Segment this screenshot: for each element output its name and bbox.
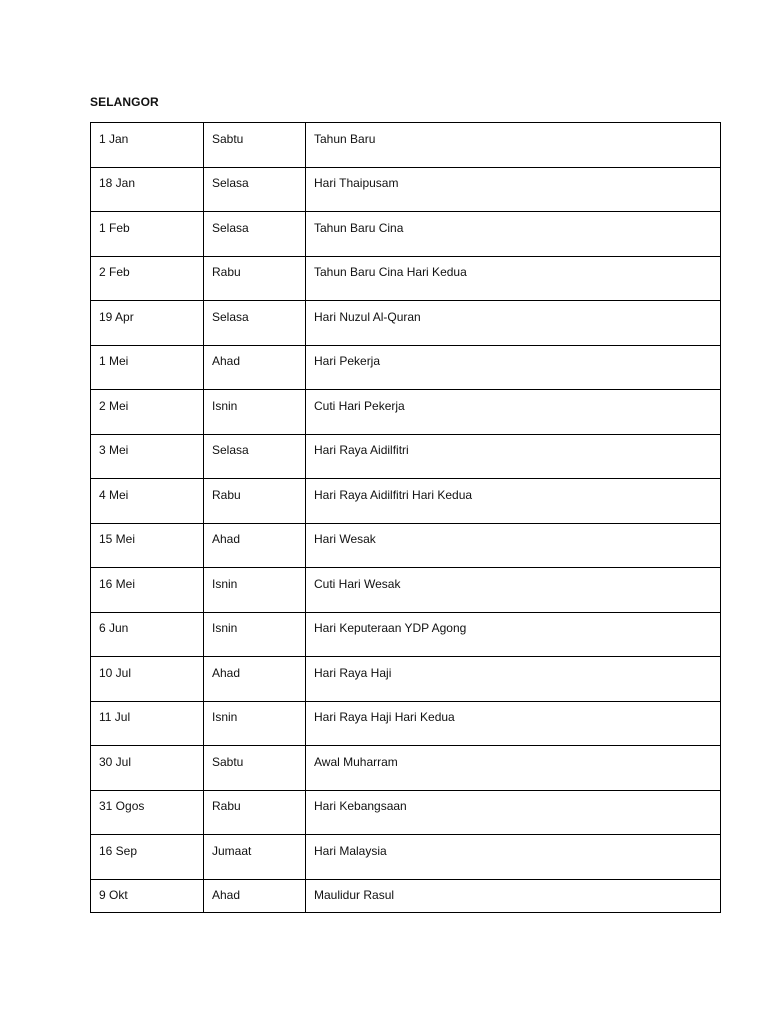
table-row bbox=[91, 390, 721, 435]
day-cell: Rabu bbox=[204, 256, 306, 301]
date-cell: 9 Okt bbox=[91, 879, 204, 912]
date-cell: 18 Jan bbox=[91, 167, 204, 212]
holiday-cell: Hari Raya Haji bbox=[306, 657, 721, 702]
holiday-cell: Hari Pekerja bbox=[306, 345, 721, 390]
table-row bbox=[91, 612, 721, 657]
day-cell: Sabtu bbox=[204, 746, 306, 791]
date-cell: 2 Mei bbox=[91, 390, 204, 435]
date-cell: 1 Jan bbox=[91, 123, 204, 168]
date-cell: 31 Ogos bbox=[91, 790, 204, 835]
date-cell: 15 Mei bbox=[91, 523, 204, 568]
holiday-cell: Hari Keputeraan YDP Agong bbox=[306, 612, 721, 657]
table-row bbox=[91, 879, 721, 912]
table-row bbox=[91, 256, 721, 301]
date-cell: 1 Mei bbox=[91, 345, 204, 390]
holiday-cell: Hari Thaipusam bbox=[306, 167, 721, 212]
day-cell: Ahad bbox=[204, 657, 306, 702]
date-cell: 16 Sep bbox=[91, 835, 204, 880]
day-cell: Selasa bbox=[204, 434, 306, 479]
date-cell: 6 Jun bbox=[91, 612, 204, 657]
holiday-cell: Tahun Baru bbox=[306, 123, 721, 168]
holiday-cell: Hari Nuzul Al-Quran bbox=[306, 301, 721, 346]
holiday-table-body bbox=[91, 123, 721, 913]
holiday-cell: Hari Raya Aidilfitri Hari Kedua bbox=[306, 479, 721, 524]
table-row bbox=[91, 790, 721, 835]
day-cell: Ahad bbox=[204, 523, 306, 568]
day-cell: Ahad bbox=[204, 345, 306, 390]
holiday-cell: Hari Wesak bbox=[306, 523, 721, 568]
table-row bbox=[91, 835, 721, 880]
day-cell: Isnin bbox=[204, 568, 306, 613]
table-row bbox=[91, 434, 721, 479]
table-row bbox=[91, 123, 721, 168]
date-cell: 11 Jul bbox=[91, 701, 204, 746]
table-row bbox=[91, 301, 721, 346]
table-row bbox=[91, 345, 721, 390]
date-cell: 16 Mei bbox=[91, 568, 204, 613]
day-cell: Selasa bbox=[204, 212, 306, 257]
date-cell: 19 Apr bbox=[91, 301, 204, 346]
table-row bbox=[91, 479, 721, 524]
day-cell: Rabu bbox=[204, 479, 306, 524]
date-cell: 1 Feb bbox=[91, 212, 204, 257]
date-cell: 4 Mei bbox=[91, 479, 204, 524]
holiday-cell: Cuti Hari Wesak bbox=[306, 568, 721, 613]
day-cell: Rabu bbox=[204, 790, 306, 835]
day-cell: Selasa bbox=[204, 167, 306, 212]
day-cell: Jumaat bbox=[204, 835, 306, 880]
day-cell: Isnin bbox=[204, 612, 306, 657]
table-row bbox=[91, 523, 721, 568]
holiday-cell: Hari Raya Aidilfitri bbox=[306, 434, 721, 479]
table-row bbox=[91, 746, 721, 791]
table-row bbox=[91, 568, 721, 613]
holiday-cell: Hari Raya Haji Hari Kedua bbox=[306, 701, 721, 746]
holiday-cell: Tahun Baru Cina bbox=[306, 212, 721, 257]
day-cell: Sabtu bbox=[204, 123, 306, 168]
date-cell: 2 Feb bbox=[91, 256, 204, 301]
day-cell: Isnin bbox=[204, 390, 306, 435]
holiday-cell: Maulidur Rasul bbox=[306, 879, 721, 912]
holiday-cell: Cuti Hari Pekerja bbox=[306, 390, 721, 435]
holiday-table bbox=[90, 122, 721, 913]
table-row bbox=[91, 657, 721, 702]
table-row bbox=[91, 212, 721, 257]
table-row bbox=[91, 167, 721, 212]
date-cell: 3 Mei bbox=[91, 434, 204, 479]
holiday-cell: Tahun Baru Cina Hari Kedua bbox=[306, 256, 721, 301]
document-title: SELANGOR bbox=[90, 95, 159, 109]
date-cell: 10 Jul bbox=[91, 657, 204, 702]
day-cell: Selasa bbox=[204, 301, 306, 346]
holiday-cell: Awal Muharram bbox=[306, 746, 721, 791]
table-row bbox=[91, 701, 721, 746]
holiday-cell: Hari Malaysia bbox=[306, 835, 721, 880]
day-cell: Ahad bbox=[204, 879, 306, 912]
holiday-cell: Hari Kebangsaan bbox=[306, 790, 721, 835]
date-cell: 30 Jul bbox=[91, 746, 204, 791]
day-cell: Isnin bbox=[204, 701, 306, 746]
